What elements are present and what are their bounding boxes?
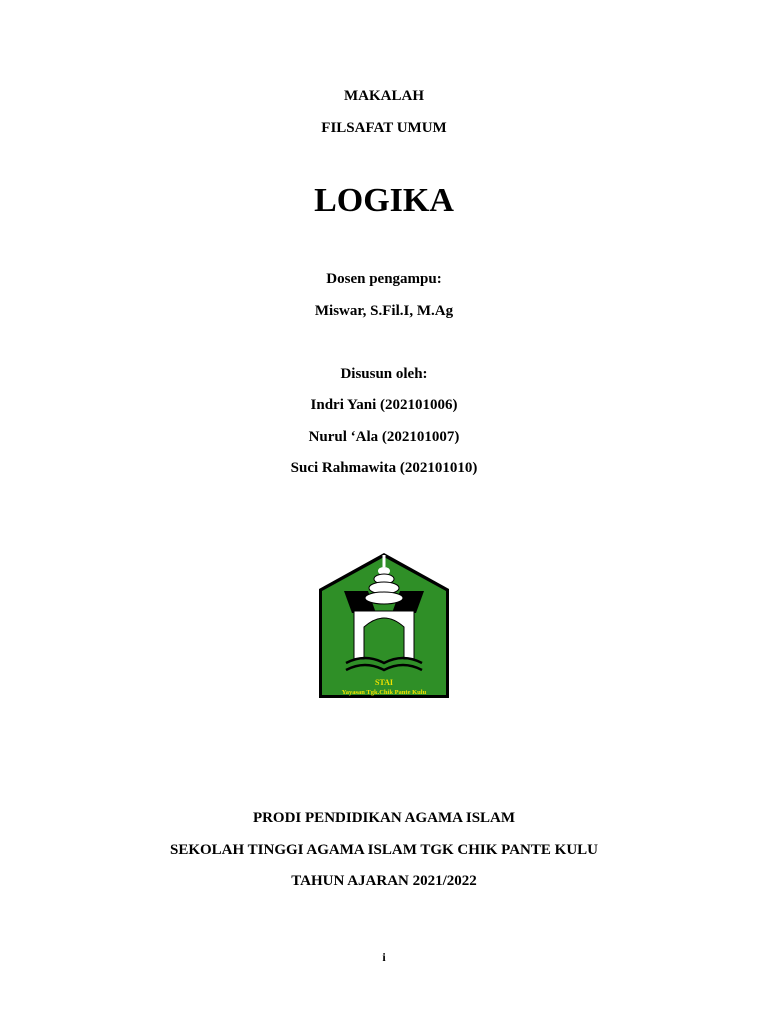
- author-2: Nurul ‘Ala (202101007): [308, 429, 460, 445]
- authors-label: Disusun oleh:: [340, 366, 428, 382]
- program-name: PRODI PENDIDIKAN AGAMA ISLAM: [252, 810, 516, 826]
- academic-year: TAHUN AJARAN 2021/2022: [291, 873, 477, 889]
- crest-gate-door: [374, 629, 394, 659]
- institution-name: SEKOLAH TINGGI AGAMA ISLAM TGK CHIK PANTE KULU: [170, 842, 598, 858]
- document-title: LOGIKA: [314, 182, 454, 219]
- document-type: MAKALAH: [344, 88, 424, 104]
- author-3: Suci Rahmawita (202101010): [290, 460, 478, 476]
- author-1: Indri Yani (202101006): [310, 397, 458, 413]
- lecturer-name: Miswar, S.Fil.I, M.Ag: [314, 303, 454, 319]
- crest-dome-tier-3: [365, 592, 403, 604]
- stai-crest-icon: [316, 551, 452, 700]
- crest-foundation: Yayasan Tgk.Chik Pante Kulu: [341, 689, 427, 696]
- crest-spire: [383, 555, 386, 567]
- course-name: FILSAFAT UMUM: [321, 120, 447, 136]
- lecturer-label: Dosen pengampu:: [326, 271, 442, 287]
- page-number: i: [382, 950, 386, 964]
- crest-abbr: STAI: [374, 678, 394, 687]
